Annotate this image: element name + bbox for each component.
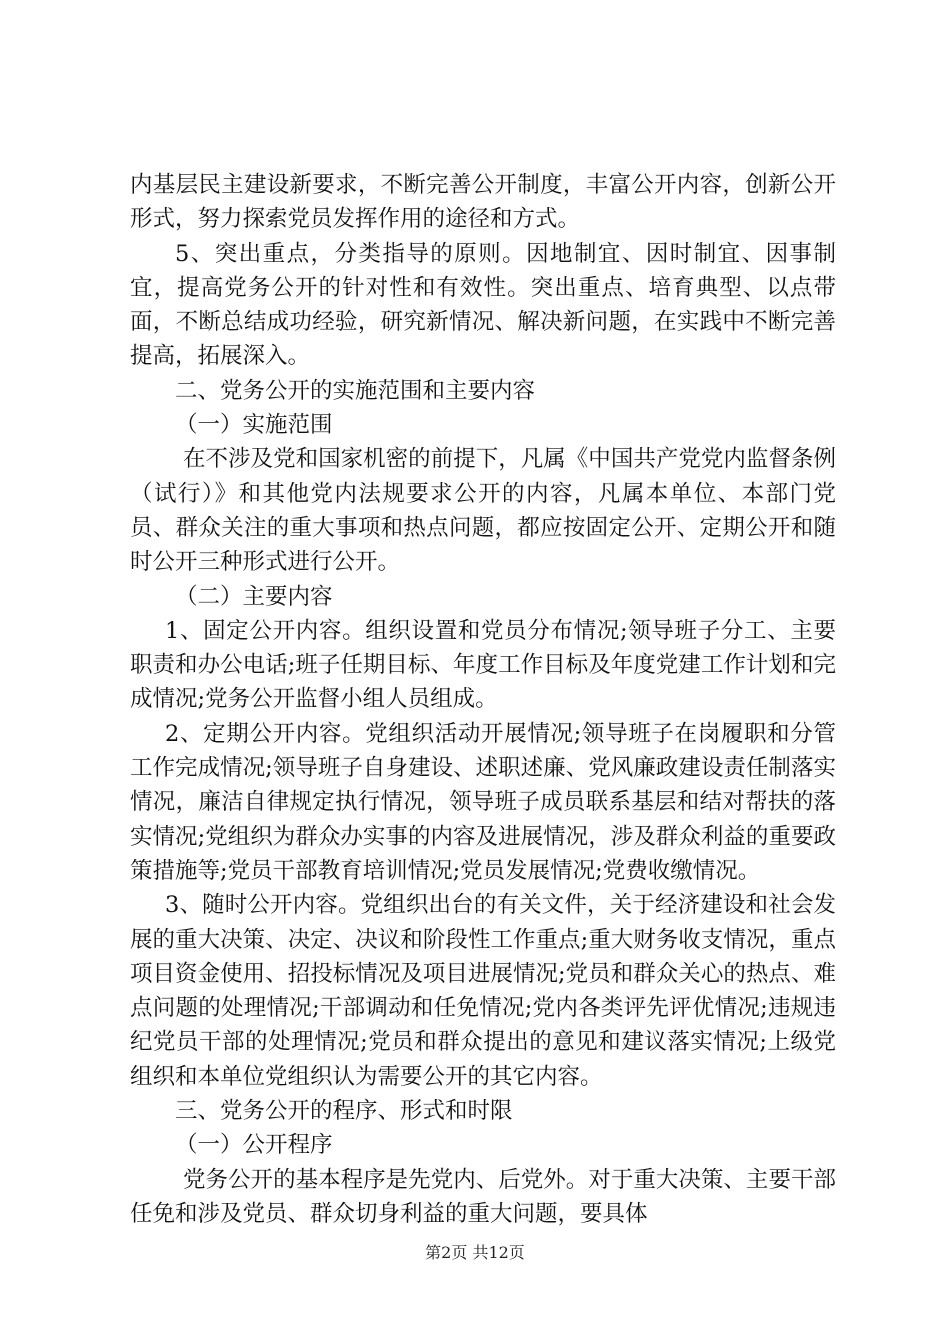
subsection-heading: （一）公开程序 bbox=[175, 1132, 333, 1159]
paragraph: 1、固定公开内容。组织设置和党员分布情况;领导班子分工、主要职责和办公电话;班子任期目标、年度工作目标及年度党建工作计划和完成情况;党务公开监督小组人员组成。 bbox=[130, 617, 836, 713]
subsection-heading: （二）主要内容 bbox=[175, 583, 333, 610]
paragraph: 3、随时公开内容。党组织出台的有关文件，关于经济建设和社会发展的重大决策、决定、决议和阶段性工作重点;重大财务收支情况，重点项目资金使用、招投标情况及项目进展情况;党员和群众关心的热点、难点问题的处理情况;干部调动和任免情况;党内各类评先评优情况;违规违纪党员干部的处理情况;党员和群众提出的意见和建议落实情况;上级党组织和本单位党组织认为需要公开的其它内容。 bbox=[130, 892, 836, 1090]
paragraph: 5、突出重点，分类指导的原则。因地制宜、因时制宜、因事制宜，提高党务公开的针对性和有效性。突出重点、培育典型、以点带面，不断总结成功经验，研究新情况、解决新问题，在实践中不断完善提高，拓展深入。 bbox=[130, 240, 836, 370]
document-body bbox=[130, 168, 836, 1231]
paragraph: 在不涉及党和国家机密的前提下，凡属《中国共产党党内监督条例（试行）》和其他党内法规要求公开的内容，凡属本单位、本部门党员、群众关注的重大事项和热点问题，都应按固定公开、定期公开和随时公开三种形式进行公开。 bbox=[130, 446, 836, 576]
subsection-heading: （一）实施范围 bbox=[175, 412, 333, 439]
page-footer: 第2页 共12页 bbox=[425, 1243, 525, 1262]
paragraph: 内基层民主建设新要求，不断完善公开制度，丰富公开内容，创新公开形式，努力探索党员发挥作用的途径和方式。 bbox=[130, 172, 836, 233]
section-heading: 二、党务公开的实施范围和主要内容 bbox=[175, 377, 536, 404]
paragraph: 2、定期公开内容。党组织活动开展情况;领导班子在岗履职和分管工作完成情况;领导班子自身建设、述职述廉、党风廉政建设责任制落实情况，廉洁自律规定执行情况，领导班子成员联系基层和结对帮扶的落实情况;党组织为群众办实事的内容及进展情况，涉及群众利益的重要政策措施等;党员干部教育培训情况;党员发展情况;党费收缴情况。 bbox=[130, 720, 836, 884]
paragraph: 党务公开的基本程序是先党内、后党外。对于重大决策、主要干部任免和涉及党员、群众切身利益的重大问题，要具体 bbox=[130, 1166, 836, 1227]
section-heading: 三、党务公开的程序、形式和时限 bbox=[175, 1098, 513, 1125]
